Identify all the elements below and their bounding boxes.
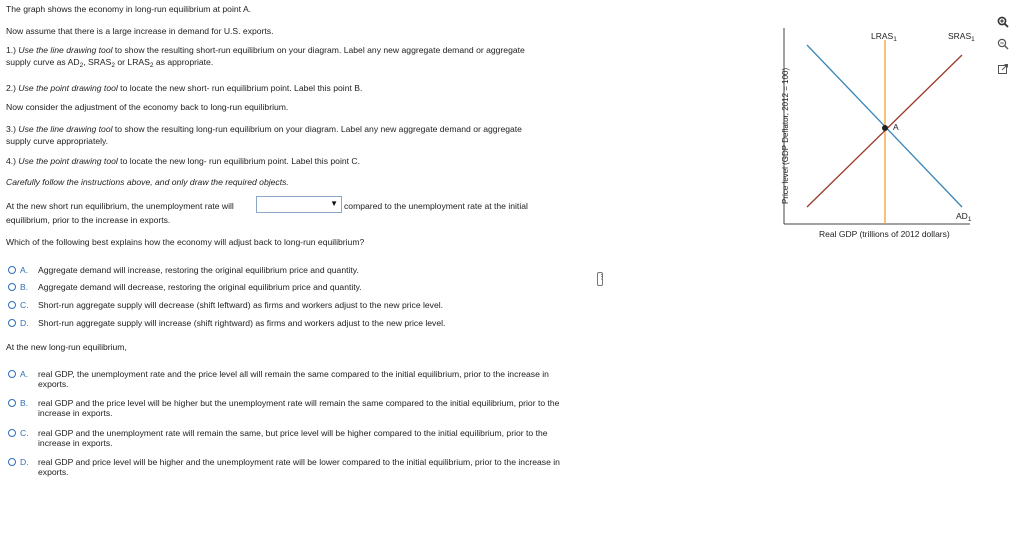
pop-out-icon[interactable]: [996, 62, 1010, 76]
option-1a[interactable]: [8, 265, 578, 275]
assume-text: Now assume that there is a large increase in demand for U.S. exports.: [6, 26, 274, 36]
option-2d[interactable]: [8, 457, 578, 477]
option-1c[interactable]: [8, 300, 578, 310]
consider-text: Now consider the adjustment of the economy back to long-run equilibrium.: [6, 102, 289, 112]
panel-resize-handle[interactable]: ⋮: [597, 272, 603, 286]
radio-button[interactable]: [8, 301, 16, 309]
option-letter: C.: [20, 300, 29, 310]
radio-button[interactable]: [8, 283, 16, 291]
option-2b[interactable]: [8, 398, 578, 418]
option-text: Short-run aggregate supply will decrease (shift leftward) as firms and workers adjust to the new price level.: [38, 300, 444, 310]
option-letter: C.: [20, 428, 29, 438]
zoom-out-icon[interactable]: [996, 37, 1010, 51]
radio-button[interactable]: [8, 266, 16, 274]
step1-text-line2: supply curve as $AD_2$, $SRAS_2$ or $LRAS_2$ as appropriate.: [6, 57, 214, 69]
radio-button[interactable]: [8, 399, 16, 407]
option-2c[interactable]: [8, 428, 578, 448]
step4-text: 4.) Use the point drawing tool to locate the new long- run equilibrium point. Label this point C.: [6, 156, 360, 166]
option-2a[interactable]: [8, 369, 578, 389]
adjustment-question: Which of the following best explains how the economy will adjust back to long-run equilibrium?: [6, 237, 365, 247]
radio-button[interactable]: [8, 370, 16, 378]
y-axis-label: Price level (GDP Deflator, 2012 = 100): [781, 67, 790, 204]
option-text: real GDP, the unemployment rate and the price level all will remain the same compared to the initial equilibrium, prior to the increase in exports.: [38, 369, 549, 389]
option-text: Aggregate demand will decrease, restoring the original equilibrium price and quantity.: [38, 282, 362, 292]
option-letter: A.: [20, 265, 29, 275]
intro-text: The graph shows the economy in long-run equilibrium at point A.: [6, 4, 252, 14]
option-text: Aggregate demand will increase, restoring the original equilibrium price and quantity.: [38, 265, 359, 275]
step3-text-line2: supply curve appropriately.: [6, 136, 109, 146]
option-letter: A.: [20, 369, 29, 379]
radio-button[interactable]: [8, 458, 16, 466]
zoom-in-icon[interactable]: [996, 15, 1010, 29]
unemployment-prompt: At the new short run equilibrium, the unemployment rate will: [6, 201, 234, 211]
option-letter: B.: [20, 398, 29, 408]
step2-text: 2.) Use the point drawing tool to locate the new short- run equilibrium point. Label this point B.: [6, 83, 363, 93]
point-a[interactable]: [882, 125, 888, 131]
option-text: real GDP and the unemployment rate will remain the same, but price level will be higher compared to the initial equilibrium, prior to the increase in exports.: [38, 428, 548, 448]
instructions-note: Carefully follow the instructions above, and only draw the required objects.: [6, 177, 289, 187]
radio-button[interactable]: [8, 319, 16, 327]
option-letter: D.: [20, 318, 29, 328]
long-run-prompt: At the new long-run equilibrium,: [6, 342, 127, 352]
unemployment-prompt-line2: equilibrium, prior to the increase in exports.: [6, 215, 171, 225]
option-1b[interactable]: [8, 282, 578, 292]
unemployment-prompt-cont: compared to the unemployment rate at the initial: [344, 201, 528, 211]
radio-button[interactable]: [8, 429, 16, 437]
dropdown-arrow-icon: ▼: [330, 199, 338, 208]
option-letter: D.: [20, 457, 29, 467]
point-a-label: A: [893, 122, 899, 132]
option-1d[interactable]: [8, 318, 578, 328]
option-text: real GDP and the price level will be higher but the unemployment rate will remain the same compared to the initial equilibrium, prior to the increase in exports.: [38, 398, 560, 418]
x-axis-label: Real GDP (trillions of 2012 dollars): [819, 229, 950, 239]
option-text: Short-run aggregate supply will increase (shift rightward) as firms and workers adjust to the new price level.: [38, 318, 446, 328]
lras1-label: $LRAS_1$: [871, 31, 897, 43]
unemployment-dropdown[interactable]: [256, 196, 342, 213]
sras1-label: $SRAS_1$: [948, 31, 975, 43]
option-text: real GDP and price level will be higher and the unemployment rate will be lower compared to the initial equilibrium, prior to the increase in exports.: [38, 457, 560, 477]
option-letter: B.: [20, 282, 29, 292]
step1-text: 1.) Use the line drawing tool to show the resulting short-run equilibrium on your diagram. Label any new aggregate demand or aggregate: [6, 45, 525, 55]
step3-text: 3.) Use the line drawing tool to show the resulting long-run equilibrium on your diagram. Label any new aggregate demand or aggregate: [6, 124, 522, 134]
ad1-label: $AD_1$: [956, 211, 972, 223]
